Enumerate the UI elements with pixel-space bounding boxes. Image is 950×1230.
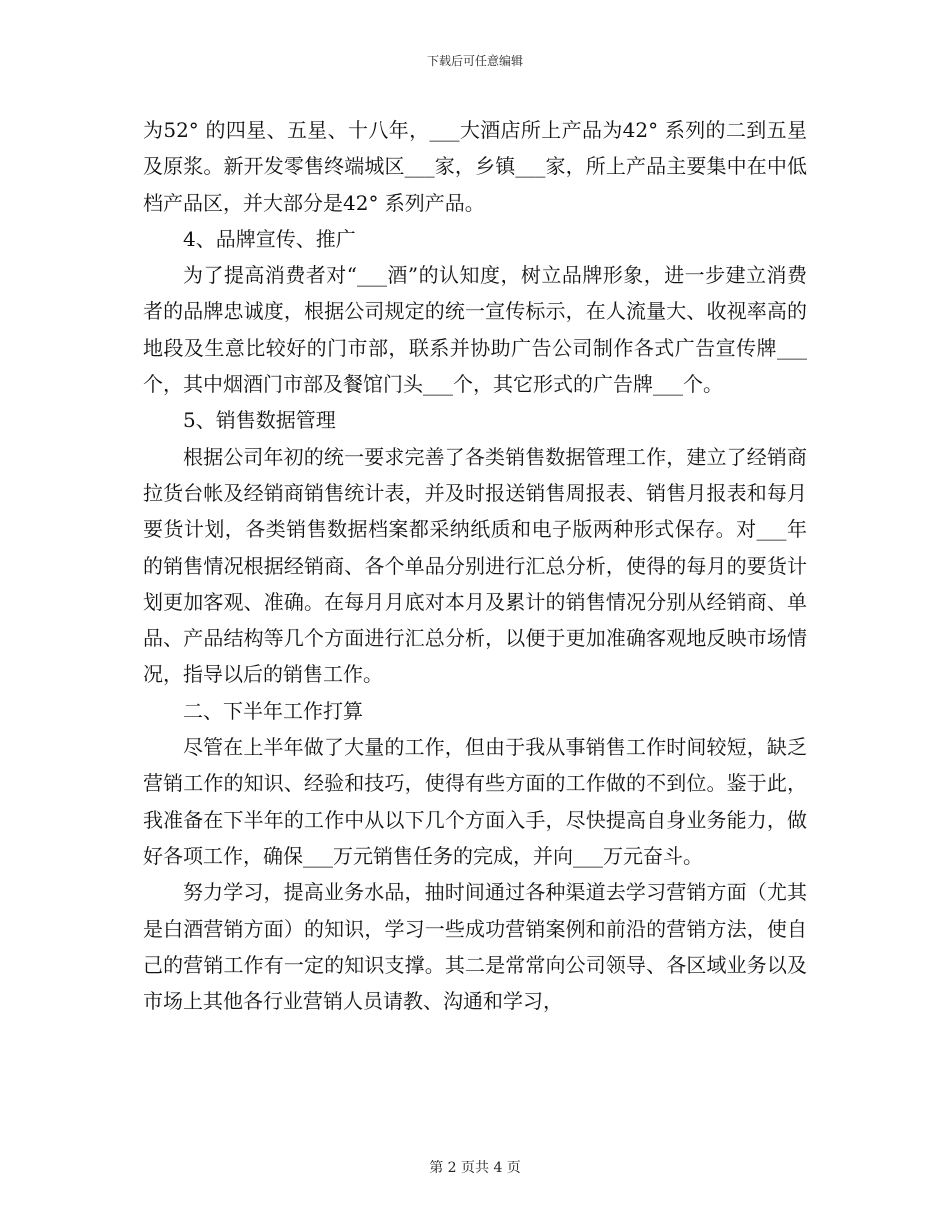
- section-heading-second-half-plan: 二、下半年工作打算: [183, 698, 363, 723]
- document-body: [143, 112, 807, 1019]
- section-heading-brand-promotion: 4、品牌宣传、推广: [183, 226, 356, 251]
- paragraph-sales-data: 根据公司年初的统一要求完善了各类销售数据管理工作，建立了经销商拉货台帐及经销商销售统计表，并及时报送销售周报表、销售月报表和每月要货计划，各类销售数据档案都采纳纸质和电子版两种形式保存。对___年的销售情况根据经销商、各个单品分别进行汇总分析，使得的每月的要货计划更加客观、准确。在每月月底对本月及累计的销售情况分别从经销商、单品、产品结构等几个方面进行汇总分析，以便于更加准确客观地反映市场情况，指导以后的销售工作。: [143, 444, 807, 687]
- section-heading-sales-data: 5、销售数据管理: [183, 408, 336, 433]
- paragraph-study-improve: 努力学习，提高业务水品，抽时间通过各种渠道去学习营销方面（尤其是白酒营销方面）的知识，学习一些成功营销案例和前沿的营销方法，使自己的营销工作有一定的知识支撑。其二是常常向公司领导、各区域业务以及市场上其他各行业营销人员请教、沟通和学习，: [143, 880, 807, 1014]
- page-header-note: 下载后可任意编辑: [426, 54, 523, 68]
- paragraph-brand-promotion: 为了提高消费者对“___酒”的认知度，树立品牌形象，进一步建立消费者的品牌忠诚度，根据公司规定的统一宣传标示，在人流量大、收视率高的地段及生意比较好的门市部，联系并协助广告公司制作各式广告宣传牌___个，其中烟酒门市部及餐馆门头___个，其它形式的广告牌___个。: [143, 263, 807, 397]
- page-number: 第 2 页共 4 页: [429, 1160, 521, 1176]
- paragraph-product-distribution: 为52° 的四星、五星、十八年，___大酒店所上产品为42° 系列的二到五星及原浆。新开发零售终端城区___家，乡镇___家，所上产品主要集中在中低档产品区，并大部分是42° 系列产品。: [143, 118, 807, 215]
- paragraph-second-half-plan: 尽管在上半年做了大量的工作，但由于我从事销售工作时间较短，缺乏营销工作的知识、经验和技巧，使得有些方面的工作做的不到位。鉴于此，我准备在下半年的工作中从以下几个方面入手，尽快提高自身业务能力，做好各项工作，确保___万元销售任务的完成，并向___万元奋斗。: [143, 735, 807, 868]
